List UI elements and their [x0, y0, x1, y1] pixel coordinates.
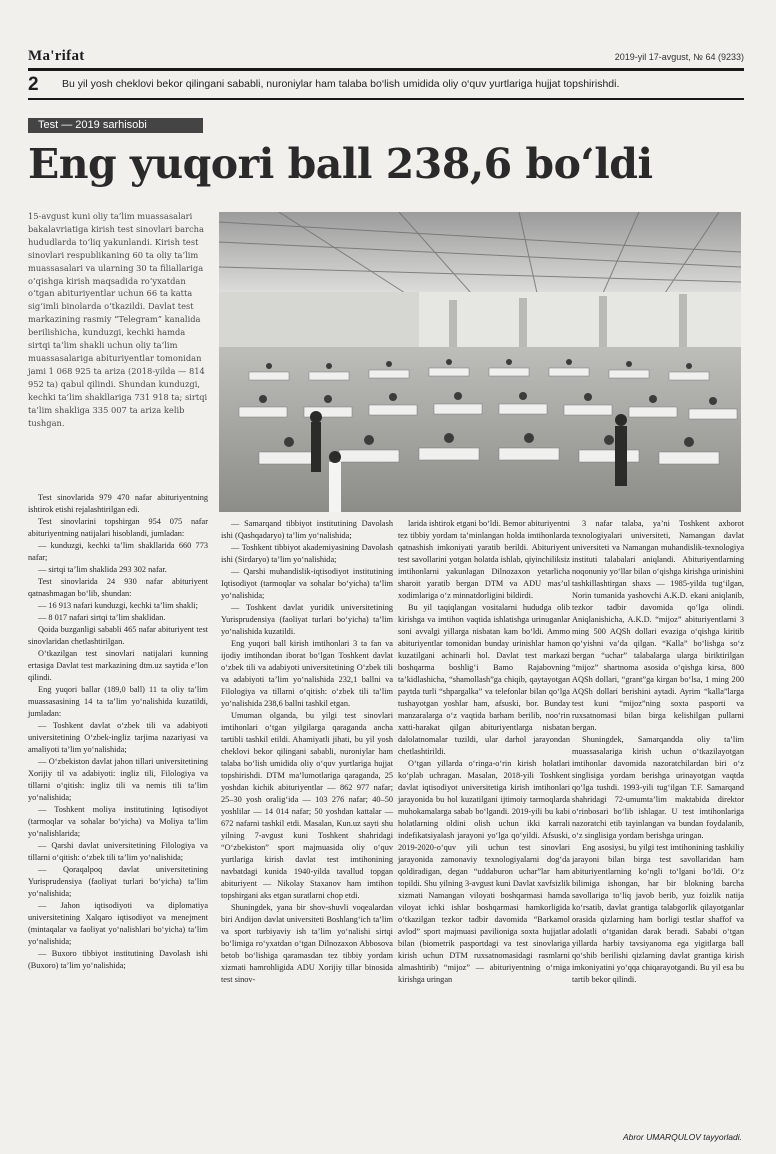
paragraph: — Toshkent davlat yuridik universitetining Yurisprudensiya (faoliyat turlari bo‘yicha) ta’lim yo‘nalishida kuzatildi.	[221, 603, 393, 636]
section-tag: Test — 2019 sarhisobi	[28, 118, 203, 133]
paragraph: — 16 913 nafari kunduzgi, kechki ta’lim shakli;	[38, 601, 198, 610]
header-rule-bottom	[28, 98, 744, 100]
paragraph: — Toshkent moliya institutining Iqtisodiyot (tarmoqlar va sohalar bo‘yicha) va Moliya ta’lim yo‘nalishlarida;	[28, 805, 208, 838]
exam-hall-photo	[219, 212, 741, 512]
article-column-3	[398, 518, 570, 986]
issue-dateline: 2019-yil 17-avgust, № 64 (9233)	[614, 52, 744, 62]
masthead: Ma'rifat	[28, 48, 85, 64]
paragraph: 3 nafar talaba, ya’ni Toshkent axborot texnologiyalari universiteti, Namangan davlat universiteti va Namangan muhandislik-texnologiya instituti talabalari aniqlandi. Abituriyentlarning noqonuniy yo‘llar bilan o‘qishga kirishga urinishini tashkillashtirgan shaxs — 1985-yilda tug‘ilgan, Norin tumanida yashovchi A.K.D. ekani aniqlanib, tezkor tadbir davomida qo‘lga olindi. Aniqlanishicha, A.K.D. “mijoz” abituriyentlarni 3 ming 500 AQSh dollari evaziga o‘qishga kiritib qo‘yishni va’da qilgan. “Kalla” bo‘lishga so‘z bergan “uchar” talabalarga ularga biriktirilgan “mijoz” shartnoma asosida o‘qishga kirsa, 800 AQSh dollari, “grant”ga kirgan bo‘lsa, 1 ming 200 AQSh dollari berishini aytadi. Ayrim “kalla”larga test kuni “mijoz”ning soxta pasporti va ruxsatnomasi bilan birga kelishilgan pullarni bergan.	[572, 519, 744, 732]
article-lead: 15-avgust kuni oliy ta’lim muassasalari bakalavriatiga kirish test sinovlari barcha hududlarda to‘liq yakunlandi. Kirish test sinovlari respublikaning 60 ta oliy ta’lim muassasalari va ularning 30 ta filiallariga o‘qishga kirish maqsadida ro‘yxatdan o‘tgan abituriyentlar uchun 66 ta katta sig‘imli binolarda o‘tkazildi. Davlat test markazining rasmiy “Telegram” kanalida berilishicha, kunduzgi, kechki hamda sirtqi ta’lim shakli uchun oliy ta’lim muassasalariga abituriyentlar tomonidan jami 1 068 925 ta ariza (2018-yilda — 814 952 ta) qabul qilindi. Shundan kunduzgi, kechki ta’lim shakllariga 731 918 ta; sirtqi ta’lim shakliga 335 007 ta ariza kelib tushgan.	[28, 211, 208, 428]
paragraph: — sirtqi ta’lim shaklida 293 302 nafar.	[38, 565, 167, 574]
paragraph: — Jahon iqtisodiyoti va diplomatiya universitetining Xalqaro iqtisodiyot va menejment (mintaqalar va faoliyat yo‘nalishlari bo‘yicha) ta’lim yo‘nalishida;	[28, 901, 208, 946]
paragraph: — kunduzgi, kechki ta’lim shakllarida 660 773 nafar;	[28, 541, 208, 562]
paragraph: Bu yil taqiqlangan vositalarni hududga olib kirishga va imtihon vaqtida ishlatishga urinuganlar soni avvalgi yillarga nisbatan kam bo‘ldi. Ammo abituriyentlar tomonidan bunday urinishlar hamon kuzatilgani achinarli hol. Davlat test markazi boshqarma boshlig‘i Bamo Rajabovning ta’kidlashicha, “shamollash”ga chiqib, qaytayotgan paytda turli “shpargalka” va telefonlar bilan qo‘lga tushayotgan yoshlar ham, afsuski, bor. Bunday manzaralarga o‘z vaqtida barham berilib, noo‘rin xatti-harakat qilgan abituriyentlarga nisbatan dalolatnomalar tuzildi, ular darhol jarayondan chetlashtirildi.	[398, 603, 570, 756]
paragraph: Eng asosiysi, bu yilgi test imtihonining tashkiliy jarayoni bilan birga test savollaridan ham abituriyentlarning ko‘ngli to‘lgani bo‘ldi. O‘z bilimiga ishongan, har bir blokning barcha savollariga to‘liq javob berib, yuz foizlik natija ko‘rsatib, davlat grantiga talabgorlik qilayotganlar orasida qizlarning ham borligi testlar shaffof va adolatli o‘tganidan darak beradi. Sababi o‘tgan yillarda harbiy tavsiyanoma ega yigitlarga ball qo‘shib berilishi qizlarning davlat grantiga kirish imkoniyatini yo‘qqa chiqarayotgandi. Bu yil esa bu tartib bekor qilindi.	[572, 843, 744, 984]
paragraph: — Buxoro tibbiyot institutining Davolash ishi (Buxoro) ta’lim yo‘nalishida;	[28, 949, 208, 970]
paragraph: Test sinovlarida 979 470 nafar abituriyentning ishtirok etishi rejalashtirilgan edi.	[28, 493, 208, 514]
paragraph: Eng yuqori ball kirish imtihonlari 3 ta fan va ijodiy imtihondan iborat bo‘lgan Toshkent davlat o‘zbek tili va adabiyoti universitetining O‘zbek tili va adabiyoti ta’lim yo‘nalishida 232,1 ballni va Filologiya va tillarni o‘qitish: o‘zbek tili ta’lim yo‘nalishida 238,6 ballni tashkil etgan.	[221, 639, 393, 708]
page-number: 2	[28, 74, 39, 95]
paragraph: Umuman olganda, bu yilgi test sinovlari imtihonlari o‘tgan yilgilarga qaraganda ancha tartibli tashkil etildi. Ahamiyatli jihati, bu yil yosh cheklovi bekor qilingani sababli, nuroniylar ham talaba bo‘lish umidida oliy o‘quv yurtlariga hujjat topshirishdi. DTM ma’lumotlariga qaraganda, 25 yoshdan kichik abituriyentlar — 862 977 nafar; 25–30 yosh oralig‘ida — 103 276 nafar; 40–50 yoshlilar — 14 014 nafar; 50 yoshdan kattalar — 672 nafarni tashkil etdi. Masalan, Kun.uz sayti shu yilning 7-avgust kuni Toshkent shahridagi “O‘zbekiston” sport majmuasida oliy o‘quv yurtlariga kirish davlat test imtihonining navbatdagi kunida 1940-yilda tavallud topgan abituriyent — Nikolay Staxanov ham imtihon topshirgani aks etgan suratlarni chop etdi.	[221, 711, 393, 900]
paragraph: — Toshkent davlat o‘zbek tili va adabiyoti universitetining O‘zbek-ingliz tarjima nazariyasi va amaliyoti ta’lim yo‘nalishida;	[28, 721, 208, 754]
exam-hall-illustration	[219, 212, 741, 512]
paragraph: — 8 017 nafari sirtqi ta’lim shaklidan.	[38, 613, 166, 622]
paragraph: — Samarqand tibbiyot institutining Davolash ishi (Qashqadaryo) ta’lim yo‘nalishida;	[221, 519, 393, 540]
paragraph: — Qarshi davlat universitetining Filologiya va tillarni o‘qitish: o‘zbek tili ta’lim yo‘nalishida;	[28, 841, 208, 862]
paragraph: — Qarshi muhandislik-iqtisodiyot institutining Iqtisodiyot (tarmoqlar va sohalar bo‘yicha) ta’lim yo‘nalishida;	[221, 567, 393, 600]
paragraph: — Qoraqalpoq davlat universitetining Yurisprudensiya (faoliyat turlari bo‘yicha) ta’lim yo‘nalishida;	[28, 865, 208, 898]
article-column-1	[28, 492, 208, 972]
paragraph: Test sinovlarida 24 930 nafar abituriyent qatnashmagan bo‘lib, shundan:	[28, 577, 208, 598]
paragraph: larida ishtirok etgani bo‘ldi. Bemor abituriyentni tez tibbiy yordam ta’minlangan holda imtihonlarda qatnashish imkoniyati yaratib berildi. Abituriyent test savollarini yotgan holatda ishlab, qiyinchiliksiz imtihonlarni yakunlagan Dilnozaxon yetarlicha sharoit yaratib bergan DTM va ADU mas’ul xodimlariga o‘z minnatdorligini bildirdi.	[398, 519, 570, 600]
paragraph: — O‘zbekiston davlat jahon tillari universitetining Xorijiy til va adabiyoti: ingliz tili, Filologiya va tillarni o‘qitish: ingliz tili va nemis tili ta’lim yo‘nalishida;	[28, 757, 208, 802]
paragraph: Qoida buzganligi sababli 465 nafar abituriyent test sinovlaridan chetlashtirilgan.	[28, 625, 208, 646]
article-column-4	[572, 518, 744, 986]
header-rule-top	[28, 68, 744, 71]
article-column-2	[221, 518, 393, 986]
paragraph: Shuningdek, yana bir shov-shuvli voqealardan biri Andijon davlat universiteti Boshlang‘ich ta’lim va sport turbiyaviy ish ta’lim yo‘nalishi sirtqi bo‘limiga ro‘yxatdan o‘tgan Dilnozaxon Abbosova betob bo‘lishiga qaramasdan tez tibbiy yordam xizmati hamrohligida ADU Xorijiy tillar binosida test sinov-	[221, 903, 393, 984]
article-headline: Eng yuqori ball 238,6 bo‘ldi	[28, 140, 653, 188]
paragraph: O‘tkazilgan test sinovlari natijalari kunning ertasiga Davlat test markazining dtm.uz saytida e’lon qilindi.	[28, 649, 208, 682]
author-signature: Abror UMARQULOV tayyorladi.	[622, 1132, 742, 1142]
paragraph: O‘tgan yillarda o‘ringa-o‘rin kirish holatlari ko‘plab uchragan. Masalan, 2018-yili Toshkent davlat iqtisodiyot universitetiga kirish imtihonlari jarayonida bu hol kuzatilgani ijtimoiy tarmoqlarda muhokamalarga sabab bo‘lgandi. 2019-yili bu kabi holatlarning oldini olish uchun ikki karrali indefikatsiyalash jarayoni yo‘lga qo‘yildi. Afsuski, 2019-2020-o‘quv yili uchun test sinovlari jarayonida zamonaviy texnologiyalarni dog‘da qoldiradigan, degan “uddaburon uchar”lar ham topildi. Shu yilning 3-avgust kuni Davlat xavfsizlik xizmati Namangan viloyati boshqarmasi hamda viloyat ichki ishlar boshqarmasi hamkorligida o‘tkazilgan tezkor tadbir davomida “Barkamol avlod” sport majmuasi pavilioniga soxta hujjatlar bilan (biometrik pasportdagi va test sinovlariga kirish uchun DTM ruxsatnomasidagi rasmlarni almashtirib) “mijoz” — abituriyentning o‘rniga kirishga uringan	[398, 759, 570, 984]
paragraph: Shuningdek, Samarqandda oliy ta’lim muassasalariga kirish uchun o‘tkazilayotgan imtihonlar davomida nazoratchilardan biri o‘z singlisiga yordam berishga urinayotgan vaqtda qo‘lga tushdi. 1993-yili tug‘ilgan T.F. Samarqand shahridagi 72-umumta’lim maktabida direktor o‘rinbosari bo‘lib ishlagar. U test imtihonlariga nazoratchi etib tayinlangan va bundan foydalanib, o‘z singlisiga yordam berishga uringan.	[572, 735, 744, 840]
paragraph: Eng yuqori ballar (189,0 ball) 11 ta oliy ta’lim muassasasining 14 ta ta’lim yo‘nalishida kuzatildi, jumladan:	[28, 685, 208, 718]
paragraph: Test sinovlarini topshirgan 954 075 nafar abituriyentning natijalari hisoblandi, jumladan:	[28, 517, 208, 538]
header-teaser: Bu yil yosh cheklovi bekor qilingani sababli, nuroniylar ham talaba bo‘lish umidida oliy o‘quv yurtlariga hujjat topshirishdi.	[62, 78, 620, 90]
paragraph: — Toshkent tibbiyot akademiyasining Davolash ishi (Sirdaryo) ta’lim yo‘nalishida;	[221, 543, 393, 564]
